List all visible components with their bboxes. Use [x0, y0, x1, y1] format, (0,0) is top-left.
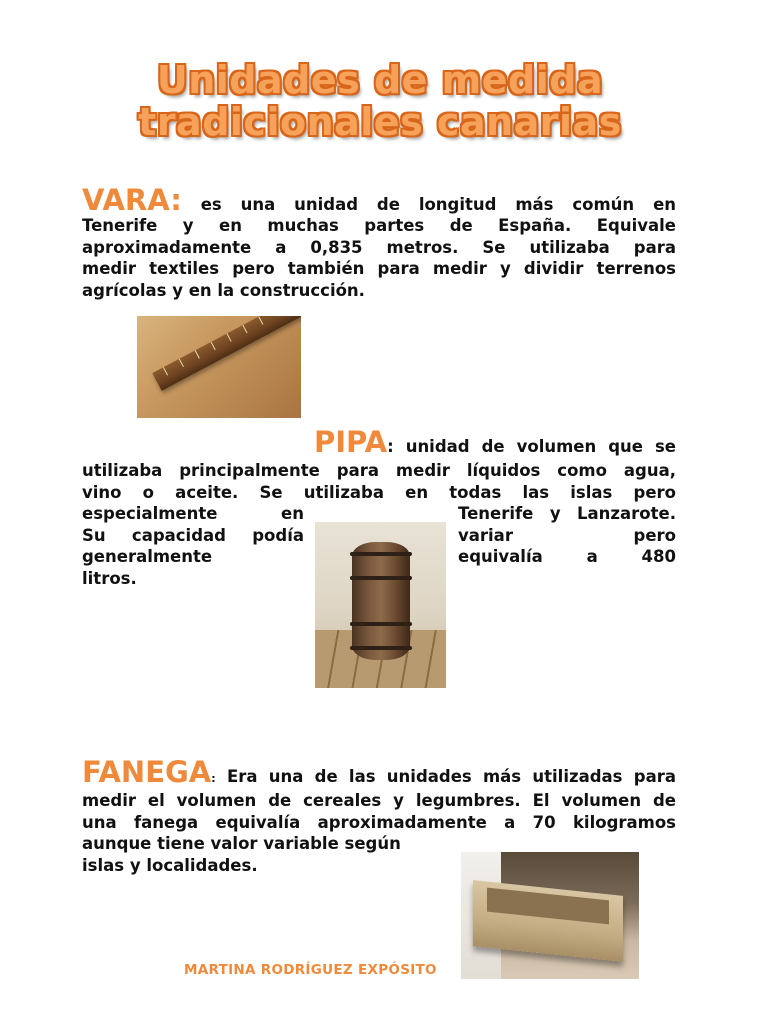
barrel-image — [315, 522, 446, 688]
vara-paragraph — [82, 183, 676, 301]
pipa-left-column — [82, 503, 304, 589]
pipa-left-line-3: generalmente — [82, 547, 213, 566]
page-title-line-1: Unidades de medida — [156, 58, 604, 102]
pipa-line-2: utilizaba principalmente para medir líquidos como agua, — [82, 461, 676, 480]
fanega-term: FANEGA — [82, 755, 212, 789]
ruler-strip — [152, 316, 301, 391]
vara-line-3: aproximadamente a 0,835 metros. Se utilizaba para — [82, 237, 676, 257]
fanega-line-2: medir el volumen de cereales y legumbres. El volumen de — [82, 791, 676, 810]
pipa-line-3: vino o aceite. Se utilizaba en todas las islas pero — [82, 482, 676, 502]
vara-line-4: medir textiles pero también para medir y dividir terrenos — [82, 259, 676, 278]
pipa-right-column — [458, 503, 676, 568]
vara-line-1: es una unidad de longitud más común en — [200, 195, 676, 214]
vara-line-5: agrícolas y en la construcción. — [82, 280, 365, 300]
vara-term: VARA: — [82, 183, 182, 217]
fanega-line-5: islas y localidades. — [82, 855, 258, 875]
fanega-box-image — [461, 852, 639, 979]
pipa-paragraph — [82, 460, 676, 503]
pipa-line-1: : unidad de volumen que se — [387, 437, 676, 456]
pipa-right-line-2: variar pero — [458, 525, 676, 545]
page-title-line-2: tradicionales canarias — [138, 100, 622, 144]
fanega-line-3: una fanega equivalía aproximadamente a 70 kilogramos — [82, 812, 676, 832]
pipa-first-line — [314, 425, 676, 461]
pipa-right-line-1: Tenerife y Lanzarote. — [458, 504, 676, 523]
pipa-left-line-4: litros. — [82, 568, 137, 588]
pipa-term: PIPA — [314, 425, 388, 459]
pipa-left-line-1: especialmente en — [82, 504, 304, 523]
pipa-left-line-2: Su capacidad podía — [82, 525, 304, 545]
fanega-line-1: Era una de las unidades más utilizadas para — [215, 767, 676, 786]
author-name: MARTINA RODRÍGUEZ EXPÓSITO — [184, 962, 437, 978]
fanega-paragraph: FANEGA: Era una de las unidades más utilizadas para medir el volumen de cereales y legumbres. El volumen de una fanega equivalía aproximadamente a 70 kilogramos aunque tiene valor variable según islas y localidades. — [82, 755, 676, 875]
fanega-line-4: aunque tiene valor variable según — [82, 834, 401, 853]
barrel — [352, 542, 410, 660]
pipa-right-line-3: equivalía a 480 — [458, 547, 676, 566]
ruler-image — [137, 316, 301, 418]
vara-line-2: Tenerife y en muchas partes de España. Equivale — [82, 216, 676, 235]
